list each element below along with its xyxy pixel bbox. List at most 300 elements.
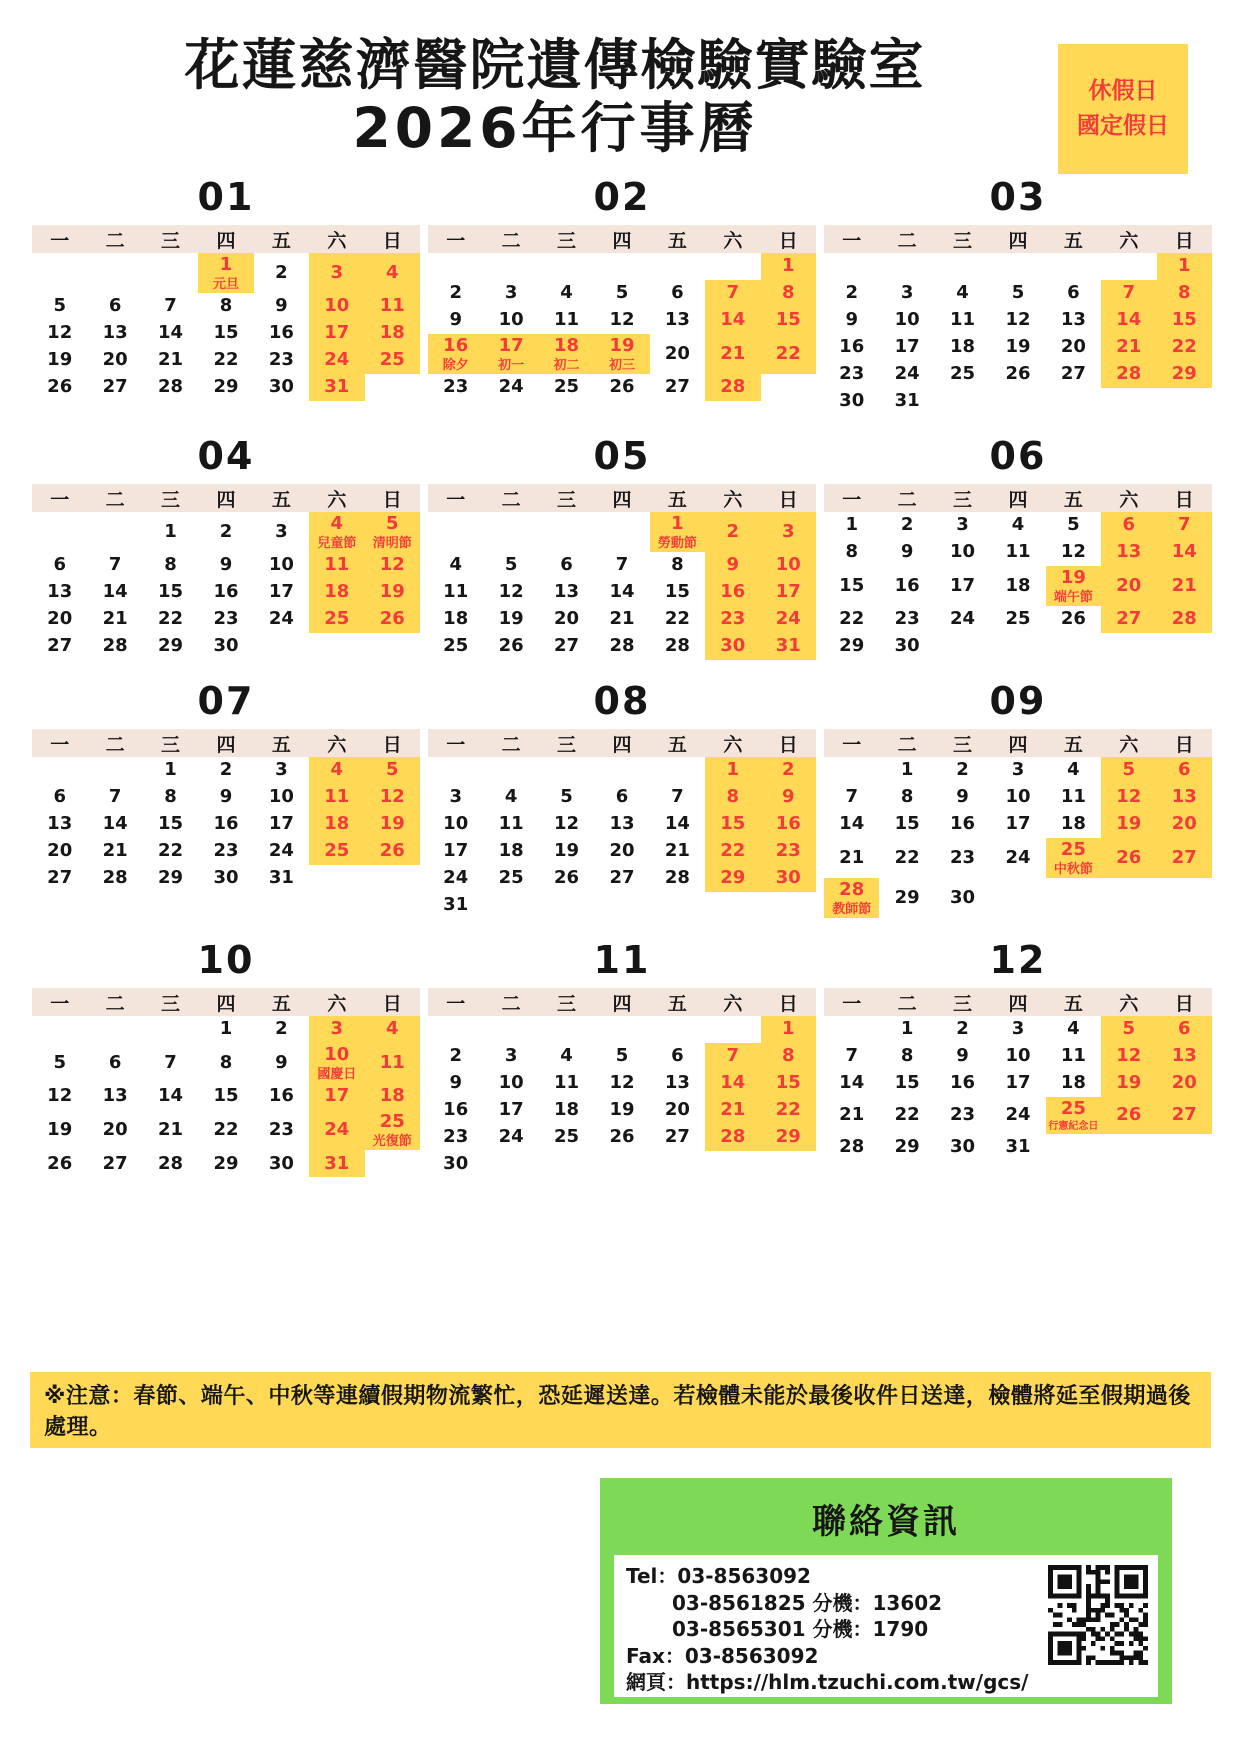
day-cell xyxy=(309,1043,364,1083)
week-row xyxy=(428,1043,816,1070)
day-number: 24 xyxy=(1005,1104,1031,1126)
day-cell xyxy=(990,1134,1045,1161)
day-number: 8 xyxy=(781,282,795,304)
week-row xyxy=(428,374,816,401)
day-number: 15 xyxy=(664,581,690,603)
week-row xyxy=(824,539,1212,566)
day-cell xyxy=(1157,1016,1212,1043)
day-cell xyxy=(879,1070,934,1097)
day-cell xyxy=(761,606,816,633)
day-cell xyxy=(935,1134,990,1161)
day-cell xyxy=(87,784,142,811)
day-cell xyxy=(594,1124,649,1151)
day-cell xyxy=(254,838,309,865)
week-row xyxy=(824,512,1212,539)
week-row xyxy=(824,633,1212,660)
weekday-header: 日 xyxy=(778,733,798,756)
day-cell xyxy=(879,361,934,388)
day-number: 2 xyxy=(275,1018,288,1040)
weekday-header: 三 xyxy=(557,992,577,1015)
day-number: 19 xyxy=(1116,1072,1142,1094)
day-number: 8 xyxy=(900,786,914,808)
day-number: 15 xyxy=(894,1072,920,1094)
day-number: 8 xyxy=(726,786,740,808)
day-number: 17 xyxy=(775,581,801,603)
day-cell xyxy=(705,280,760,307)
day-number: 27 xyxy=(1171,1104,1197,1126)
day-number: 20 xyxy=(47,608,73,630)
empty-day-cell xyxy=(309,865,364,892)
day-cell xyxy=(254,512,309,552)
day-cell xyxy=(198,552,253,579)
day-cell xyxy=(309,784,364,811)
day-cell xyxy=(594,606,649,633)
week-row xyxy=(32,784,420,811)
day-cell xyxy=(990,1016,1045,1043)
day-cell xyxy=(87,320,142,347)
day-cell xyxy=(254,1083,309,1110)
weekday-header: 三 xyxy=(161,992,181,1015)
week-row xyxy=(428,307,816,334)
day-number: 16 xyxy=(950,1072,976,1094)
day-number: 12 xyxy=(47,1085,73,1107)
weekday-header: 二 xyxy=(897,992,917,1015)
day-cell xyxy=(1157,606,1212,633)
day-cell xyxy=(1157,361,1212,388)
day-cell xyxy=(990,784,1045,811)
weekday-header-row xyxy=(32,988,420,1016)
day-number: 29 xyxy=(213,376,239,398)
day-number: 16 xyxy=(720,581,746,603)
day-number: 13 xyxy=(609,813,635,835)
day-number: 10 xyxy=(894,309,920,331)
day-cell xyxy=(1046,757,1101,784)
day-cell xyxy=(879,334,934,361)
day-cell xyxy=(990,539,1045,566)
week-row xyxy=(428,334,816,374)
week-row xyxy=(32,757,420,784)
day-cell xyxy=(428,1097,483,1124)
day-cell xyxy=(198,1016,253,1043)
day-number: 6 xyxy=(1177,1018,1191,1040)
day-number: 19 xyxy=(609,1099,635,1121)
day-cell xyxy=(1157,539,1212,566)
day-cell xyxy=(32,1083,87,1110)
month-block xyxy=(32,679,420,892)
day-number: 28 xyxy=(609,635,635,657)
day-number: 9 xyxy=(275,1051,288,1073)
empty-day-cell xyxy=(365,865,420,892)
day-cell xyxy=(650,552,705,579)
day-cell xyxy=(594,374,649,401)
day-number: 19 xyxy=(1116,813,1142,835)
day-cell xyxy=(935,838,990,878)
day-number: 1 xyxy=(1177,255,1191,277)
empty-day-cell xyxy=(935,633,990,660)
empty-day-cell xyxy=(1046,633,1101,660)
day-number: 26 xyxy=(498,635,524,657)
month-title: 11 xyxy=(593,938,651,983)
empty-day-cell xyxy=(87,512,142,552)
day-number: 4 xyxy=(385,1018,399,1040)
weekday-header: 一 xyxy=(842,992,862,1015)
day-number: 26 xyxy=(1116,1104,1142,1126)
day-number: 25 xyxy=(379,349,405,371)
weekday-header: 三 xyxy=(161,733,181,756)
day-number: 23 xyxy=(894,608,920,630)
day-number: 2 xyxy=(956,759,969,781)
day-number: 15 xyxy=(213,322,239,344)
day-cell xyxy=(824,307,879,334)
holiday-label: 元旦 xyxy=(212,276,239,292)
day-number: 12 xyxy=(1005,309,1031,331)
day-number: 12 xyxy=(1116,1045,1142,1067)
empty-day-cell xyxy=(483,512,538,552)
day-cell xyxy=(1101,334,1156,361)
day-cell xyxy=(594,838,649,865)
day-cell xyxy=(935,1043,990,1070)
day-cell xyxy=(254,1110,309,1150)
day-cell xyxy=(1046,838,1101,878)
day-cell xyxy=(879,1097,934,1134)
week-row xyxy=(824,811,1212,838)
weekday-header: 二 xyxy=(501,733,521,756)
day-number: 26 xyxy=(379,840,405,862)
day-cell xyxy=(990,334,1045,361)
day-number: 14 xyxy=(839,813,865,835)
day-cell xyxy=(143,374,198,401)
day-cell xyxy=(483,811,538,838)
day-number: 24 xyxy=(950,608,976,630)
day-number: 26 xyxy=(47,1152,73,1174)
day-cell xyxy=(1101,280,1156,307)
month-title: 05 xyxy=(593,434,651,478)
day-number: 13 xyxy=(47,581,73,603)
weekday-header: 三 xyxy=(953,488,973,511)
day-cell xyxy=(935,307,990,334)
day-number: 13 xyxy=(1171,786,1197,808)
day-number: 27 xyxy=(1171,846,1197,868)
weekday-header: 一 xyxy=(446,733,466,756)
week-row xyxy=(824,280,1212,307)
day-number: 24 xyxy=(268,608,294,630)
day-cell xyxy=(309,606,364,633)
weekday-header: 二 xyxy=(105,733,125,756)
day-cell xyxy=(1157,1097,1212,1134)
day-number: 9 xyxy=(275,295,288,317)
weekday-header: 五 xyxy=(1063,992,1083,1015)
empty-day-cell xyxy=(1157,878,1212,918)
day-cell xyxy=(254,757,309,784)
weekday-header: 二 xyxy=(897,488,917,511)
weekday-header: 日 xyxy=(382,733,402,756)
month-title: 07 xyxy=(197,679,255,724)
day-number: 3 xyxy=(504,282,518,304)
day-number: 11 xyxy=(554,1072,580,1094)
day-number: 11 xyxy=(1005,541,1031,563)
day-cell xyxy=(428,1043,483,1070)
weekday-header: 日 xyxy=(1174,488,1194,511)
day-number: 26 xyxy=(609,1126,635,1148)
empty-day-cell xyxy=(32,757,87,784)
day-cell xyxy=(761,784,816,811)
day-cell xyxy=(254,1150,309,1177)
day-cell xyxy=(198,512,253,552)
weekday-header: 四 xyxy=(216,733,236,756)
weekday-header-row xyxy=(824,484,1212,512)
day-number: 19 xyxy=(498,608,524,630)
day-cell xyxy=(87,838,142,865)
day-cell xyxy=(32,811,87,838)
weekday-header: 四 xyxy=(216,488,236,511)
day-number: 15 xyxy=(213,1085,239,1107)
week-row xyxy=(824,1134,1212,1161)
day-cell xyxy=(143,1110,198,1150)
holiday-label: 端午節 xyxy=(1053,589,1093,605)
day-number: 22 xyxy=(213,349,239,371)
empty-day-cell xyxy=(705,892,760,919)
day-cell xyxy=(824,811,879,838)
day-cell xyxy=(1046,1043,1101,1070)
day-number: 19 xyxy=(47,349,73,371)
empty-day-cell xyxy=(1046,253,1101,280)
day-cell xyxy=(198,579,253,606)
day-cell xyxy=(539,1070,594,1097)
day-number: 14 xyxy=(102,581,128,603)
week-row xyxy=(824,1097,1212,1134)
day-number: 27 xyxy=(1060,363,1086,385)
empty-day-cell xyxy=(1101,878,1156,918)
empty-day-cell xyxy=(365,374,420,401)
day-cell xyxy=(824,838,879,878)
weekday-header: 五 xyxy=(271,488,291,511)
day-cell xyxy=(705,757,760,784)
day-cell xyxy=(761,307,816,334)
day-number: 7 xyxy=(845,786,858,808)
day-number: 28 xyxy=(102,867,128,889)
day-cell xyxy=(990,838,1045,878)
day-cell xyxy=(705,606,760,633)
legend-dayoff-label: 休假日 xyxy=(1088,78,1158,104)
day-cell xyxy=(1157,566,1212,606)
day-cell xyxy=(87,1150,142,1177)
week-row xyxy=(824,1070,1212,1097)
day-number: 24 xyxy=(324,349,350,371)
day-cell xyxy=(824,878,879,918)
week-row xyxy=(32,838,420,865)
day-cell xyxy=(254,811,309,838)
day-cell xyxy=(650,280,705,307)
day-cell xyxy=(87,293,142,320)
day-cell xyxy=(32,1110,87,1150)
day-number: 23 xyxy=(775,840,801,862)
day-cell xyxy=(1101,539,1156,566)
day-number: 2 xyxy=(781,759,795,781)
week-row xyxy=(32,1043,420,1083)
weekday-header: 一 xyxy=(50,229,70,252)
day-number: 12 xyxy=(609,1072,635,1094)
holiday-label: 初一 xyxy=(498,357,525,373)
day-number: 31 xyxy=(1005,1135,1031,1157)
empty-day-cell xyxy=(1101,388,1156,415)
week-row xyxy=(32,347,420,374)
day-cell xyxy=(143,320,198,347)
day-number: 5 xyxy=(504,554,518,576)
week-row xyxy=(824,566,1212,606)
day-number: 23 xyxy=(268,1118,294,1140)
day-cell xyxy=(198,1083,253,1110)
week-row xyxy=(824,878,1212,918)
day-cell xyxy=(32,552,87,579)
day-number: 14 xyxy=(158,322,184,344)
day-cell xyxy=(650,811,705,838)
day-number: 12 xyxy=(609,309,635,331)
day-cell xyxy=(198,253,253,293)
day-cell xyxy=(705,307,760,334)
day-number: 5 xyxy=(385,759,399,781)
day-number: 15 xyxy=(158,813,184,835)
day-cell xyxy=(1046,512,1101,539)
day-cell xyxy=(143,838,198,865)
day-cell xyxy=(539,374,594,401)
day-cell xyxy=(539,784,594,811)
day-number: 19 xyxy=(1005,336,1031,358)
weekday-header: 日 xyxy=(1174,733,1194,756)
day-number: 28 xyxy=(1116,363,1142,385)
empty-day-cell xyxy=(594,512,649,552)
day-number: 21 xyxy=(158,1118,184,1140)
day-cell xyxy=(650,307,705,334)
day-number: 6 xyxy=(53,786,66,808)
day-cell xyxy=(365,347,420,374)
empty-day-cell xyxy=(990,633,1045,660)
week-row xyxy=(824,361,1212,388)
empty-day-cell xyxy=(705,253,760,280)
empty-day-cell xyxy=(824,253,879,280)
day-cell xyxy=(539,633,594,660)
day-number: 20 xyxy=(1060,336,1086,358)
weekday-header: 三 xyxy=(557,229,577,252)
day-number: 27 xyxy=(1116,608,1142,630)
day-number: 26 xyxy=(609,376,635,398)
day-number: 17 xyxy=(1005,813,1031,835)
day-number: 30 xyxy=(950,886,976,908)
weekday-header: 五 xyxy=(1063,229,1083,252)
day-number: 21 xyxy=(1116,336,1142,358)
day-number: 16 xyxy=(839,336,865,358)
week-row xyxy=(32,374,420,401)
day-cell xyxy=(824,361,879,388)
weekday-header: 一 xyxy=(842,229,862,252)
day-number: 30 xyxy=(268,1152,294,1174)
day-number: 1 xyxy=(164,520,177,542)
day-cell xyxy=(705,579,760,606)
weekday-header: 四 xyxy=(216,229,236,252)
day-number: 3 xyxy=(781,520,795,542)
weekday-header: 六 xyxy=(1119,488,1139,511)
day-number: 7 xyxy=(1122,282,1136,304)
empty-day-cell xyxy=(32,512,87,552)
day-cell xyxy=(1157,811,1212,838)
day-cell xyxy=(935,784,990,811)
week-row xyxy=(32,1150,420,1177)
day-number: 2 xyxy=(900,514,914,536)
day-number: 21 xyxy=(720,1099,746,1121)
day-cell xyxy=(428,334,483,374)
day-number: 25 xyxy=(1060,1098,1086,1120)
website-url[interactable]: 網頁：https://hlm.tzuchi.com.tw/gcs/ xyxy=(626,1670,1029,1695)
day-number: 17 xyxy=(268,581,294,603)
day-number: 17 xyxy=(498,1099,524,1121)
day-cell xyxy=(1046,1097,1101,1134)
weekday-header: 五 xyxy=(667,733,687,756)
day-cell xyxy=(483,307,538,334)
weekday-header: 一 xyxy=(842,488,862,511)
day-number: 13 xyxy=(664,1072,690,1094)
weekday-header: 六 xyxy=(723,488,743,511)
day-number: 18 xyxy=(443,608,469,630)
holiday-label: 教師節 xyxy=(832,901,872,917)
day-cell xyxy=(650,1043,705,1070)
day-number: 22 xyxy=(775,1099,801,1121)
day-number: 17 xyxy=(1005,1072,1031,1094)
day-cell xyxy=(879,512,934,539)
day-number: 26 xyxy=(1005,363,1031,385)
day-number: 8 xyxy=(845,541,858,563)
day-cell xyxy=(254,552,309,579)
empty-day-cell xyxy=(539,1151,594,1178)
day-cell xyxy=(87,1083,142,1110)
day-number: 10 xyxy=(498,1072,524,1094)
day-number: 19 xyxy=(379,581,405,603)
day-cell xyxy=(990,280,1045,307)
day-cell xyxy=(761,1016,816,1043)
day-number: 3 xyxy=(900,282,914,304)
day-cell xyxy=(198,606,253,633)
holiday-label: 勞動節 xyxy=(657,535,697,551)
weekday-header: 三 xyxy=(161,488,181,511)
month-block xyxy=(428,679,816,919)
day-cell xyxy=(143,633,198,660)
day-cell xyxy=(539,865,594,892)
day-number: 18 xyxy=(950,336,976,358)
day-number: 4 xyxy=(504,786,518,808)
day-number: 12 xyxy=(47,322,73,344)
day-number: 1 xyxy=(781,1018,795,1040)
week-row xyxy=(428,1151,816,1178)
day-number: 5 xyxy=(1122,759,1136,781)
empty-day-cell xyxy=(594,892,649,919)
month-title: 09 xyxy=(989,679,1047,724)
day-number: 11 xyxy=(1060,1045,1086,1067)
day-cell xyxy=(539,579,594,606)
empty-day-cell xyxy=(990,253,1045,280)
day-number: 11 xyxy=(324,554,350,576)
day-number: 3 xyxy=(956,514,969,536)
week-row xyxy=(428,1070,816,1097)
week-row xyxy=(32,579,420,606)
day-number: 8 xyxy=(164,554,177,576)
day-number: 8 xyxy=(671,554,684,576)
day-number: 8 xyxy=(1177,282,1191,304)
empty-day-cell xyxy=(990,878,1045,918)
day-number: 6 xyxy=(1122,514,1136,536)
day-cell xyxy=(428,1124,483,1151)
day-number: 16 xyxy=(443,1099,469,1121)
day-cell xyxy=(1157,280,1212,307)
day-cell xyxy=(87,811,142,838)
day-number: 1 xyxy=(845,514,858,536)
